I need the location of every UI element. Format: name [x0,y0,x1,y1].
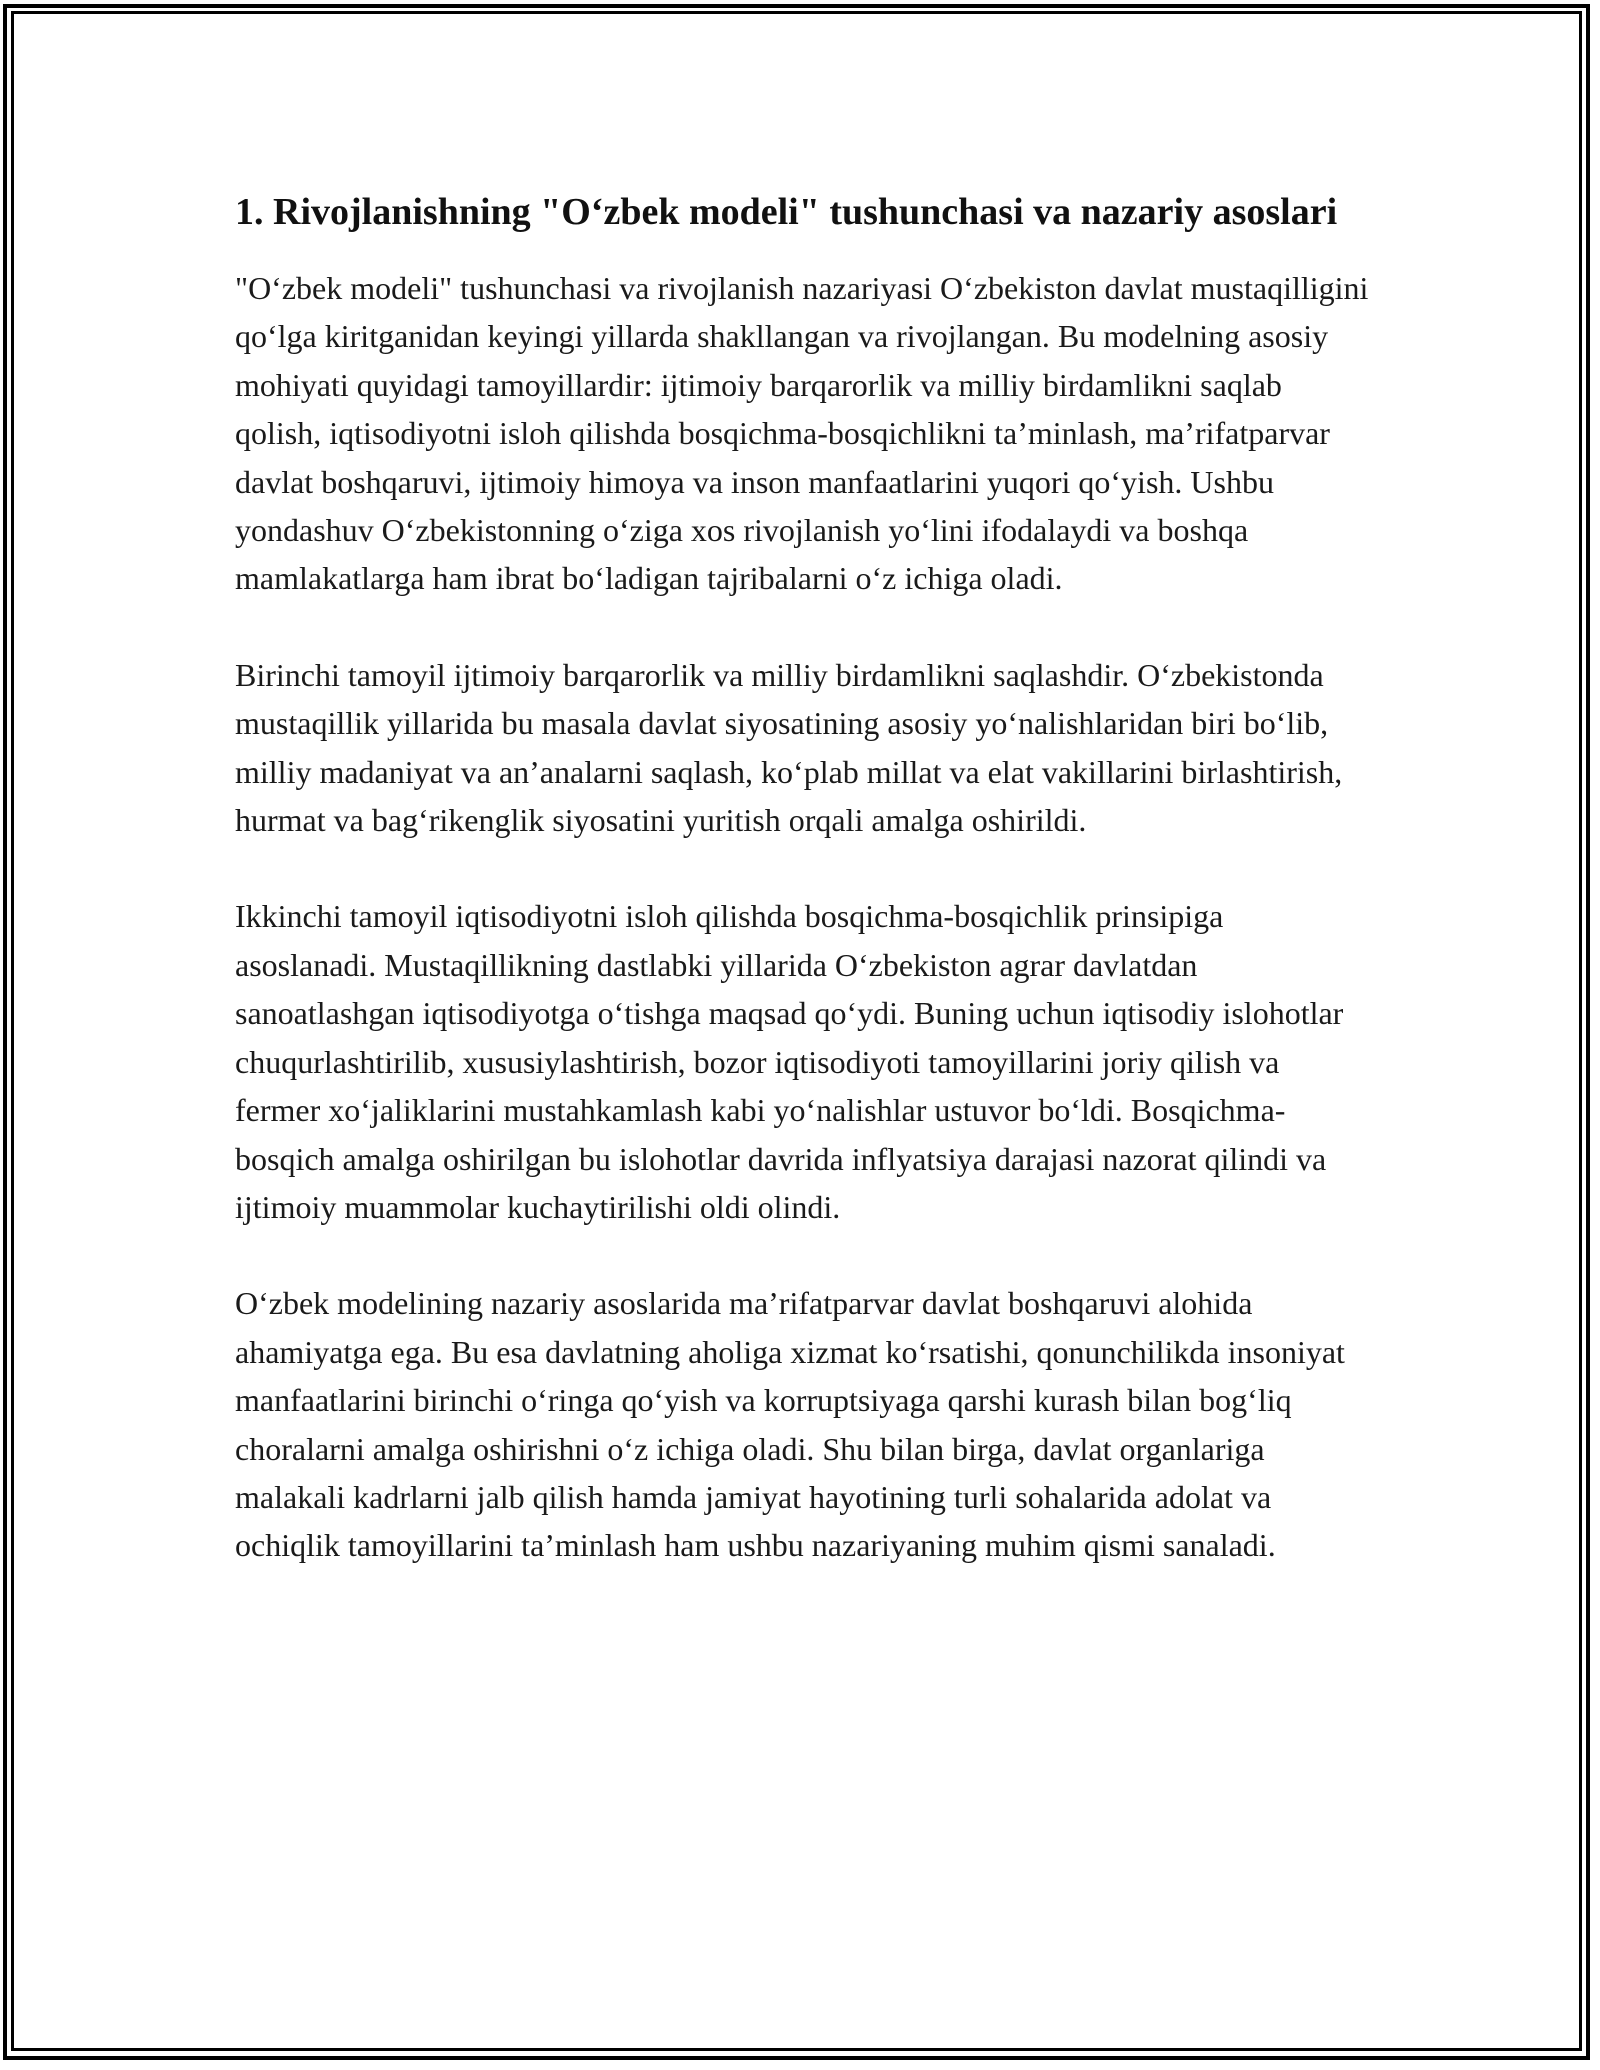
paragraph-2: Birinchi tamoyil ijtimoiy barqarorlik va milliy birdamlikni saqlashdir. O‘zbekistonda mustaqillik yillarida bu masala davlat siyosatining asosiy yo‘nalishlaridan biri bo‘lib, milliy madaniyat va an’analarni saqlash, ko‘plab millat va elat vakillarini birlashtirish, hurmat va bag‘rikenglik siyosatini yuritish orqali amalga oshirildi. [235,656,1343,839]
document-body [235,185,1370,1618]
paragraph-1: "O‘zbek modeli" tushunchasi va rivojlanish nazariyasi O‘zbekiston davlat mustaqilligini qo‘lga kiritganidan keyingi yillarda shakllangan va rivojlangan. Bu modelning asosiy mohiyati quyidagi tamoyillardir: ijtimoiy barqarorlik va milliy birdamlikni saqlab qolish, iqtisodiyotni isloh qilishda bosqichma-bosqichlikni ta’minlash, ma’rifatparvar davlat boshqaruvi, ijtimoiy himoya va inson manfaatlarini yuqori qo‘yish. Ushbu yondashuv O‘zbekistonning o‘ziga xos rivojlanish yo‘lini ifodalaydi va boshqa mamlakatlarga ham ibrat bo‘ladigan tajribalarni o‘z ichiga oladi. [235,270,1369,597]
paragraph-4: O‘zbek modelining nazariy asoslarida ma’rifatparvar davlat boshqaruvi alohida ahamiyatga ega. Bu esa davlatning aholiga xizmat ko‘rsatishi, qonunchilikda insoniyat manfaatlarini birinchi o‘ringa qo‘yish va korruptsiyaga qarshi kurash bilan bog‘liq choralarni amalga oshirishni o‘z ichiga oladi. Shu bilan birga, davlat organlariga malakali kadrlarni jalb qilish hamda jamiyat hayotining turli sohalarida adolat va ochiqlik tamoyillarini ta’minlash ham ushbu nazariyaning muhim qismi sanaladi. [235,1285,1345,1564]
section-title: 1. Rivojlanishning "O‘zbek modeli" tushunchasi va nazariy asoslari [235,191,1338,233]
paragraph-3: Ikkinchi tamoyil iqtisodiyotni isloh qilishda bosqichma-bosqichlik prinsipiga asoslanadi. Mustaqillikning dastlabki yillarida O‘zbekiston agrar davlatdan sanoatlashgan iqtisodiyotga o‘tishga maqsad qo‘ydi. Buning uchun iqtisodiy islohotlar chuqurlashtirilib, xususiylashtirish, bozor iqtisodiyoti tamoyillarini joriy qilish va fermer xo‘jaliklarini mustahkamlash kabi yo‘nalishlar ustuvor bo‘ldi. Bosqichma-bosqich amalga oshirilgan bu islohotlar davrida inflyatsiya darajasi nazorat qilindi va ijtimoiy muammolar kuchaytirilishi oldi olindi. [235,898,1344,1225]
